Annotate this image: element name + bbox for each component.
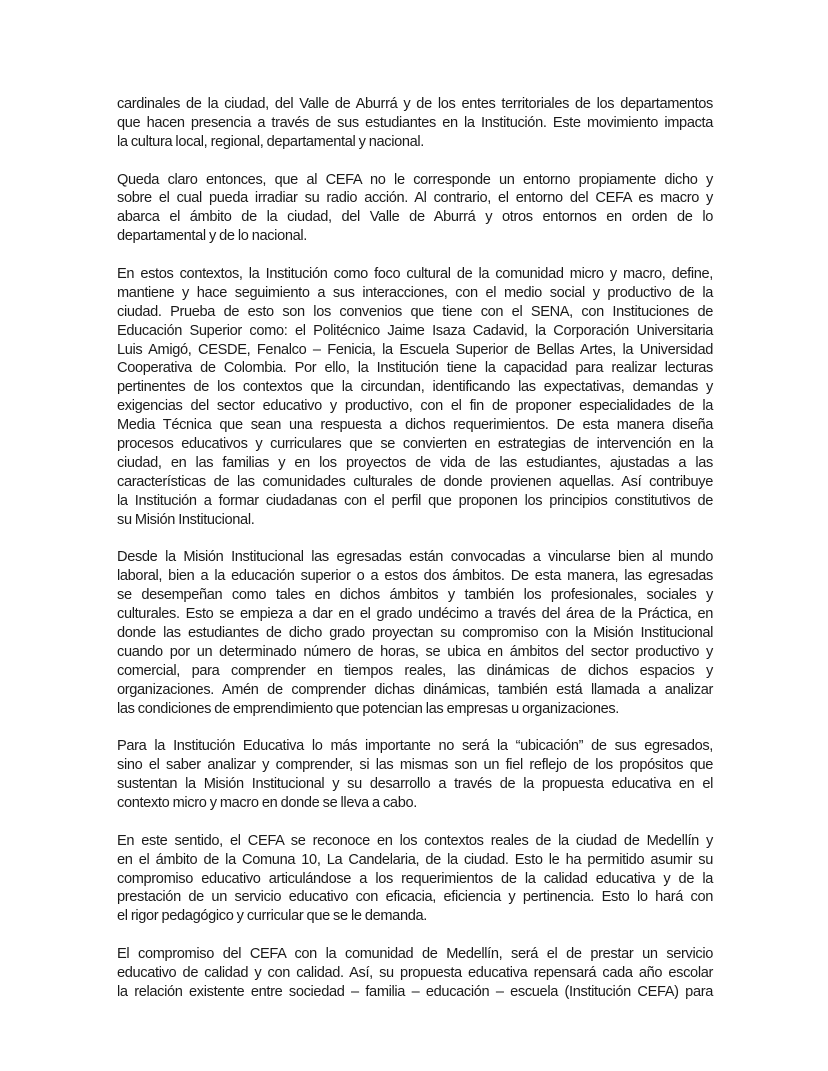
text-line: cardinales de la ciudad, del Valle de Aburrá y de los entes territoriales de los departamentos [117, 96, 713, 112]
text-line: prestación de un servicio educativo con eficacia, eficiencia y pertinencia. Esto lo hará con [117, 889, 713, 906]
text-line: laboral, bien a la educación superior o a estos dos ámbitos. De esta manera, las egresadas [117, 568, 713, 585]
text-line: sobre el cual pueda irradiar su radio acción. Al contrario, el entorno del CEFA es macro y [117, 190, 713, 207]
text-line: sustentan la Misión Institucional y su desarrollo a través de la propuesta educativa en el [117, 776, 713, 793]
text-line: contexto micro y macro en donde se lleva a cabo. [117, 794, 417, 811]
text-line: Queda claro entonces, que al CEFA no le corresponde un entorno propiamente dicho y [117, 171, 713, 188]
text-line: ciudad. Prueba de esto son los convenios que tiene con el SENA, con Instituciones de [117, 303, 713, 320]
text-line: cuando por un determinado número de horas, se ubica en ámbitos del sector productivo y [117, 643, 713, 660]
text-line: Cooperativa de Colombia. Por ello, la Institución tiene la capacidad para realizar lecturas [117, 360, 713, 377]
text-line: la relación existente entre sociedad – familia – educación – escuela (Institución CEFA) para [117, 983, 713, 1000]
text-line: características de las comunidades culturales de donde provienen aquellas. Así contribuye [117, 473, 713, 490]
text-line: sino el saber analizar y comprender, si las mismas son un fiel reflejo de los propósitos que [117, 757, 713, 774]
text-line: Educación Superior como: el Politécnico Jaime Isaza Cadavid, la Corporación Universitaria [117, 322, 713, 339]
text-line: la cultura local, regional, departamental y nacional. [117, 133, 425, 150]
text-line: Media Técnica que sean una respuesta a dichos requerimientos. De esta manera diseña [117, 417, 713, 434]
text-line: Desde la Misión Institucional las egresadas están convocadas a vincularse bien al mundo [117, 549, 713, 566]
paragraph [117, 737, 713, 813]
text-line: la Institución a formar ciudadanas con el perfil que proponen los principios constitutivos de [117, 492, 713, 509]
text-line: exigencias del sector educativo y productivo, con el fin de proponer especialidades de la [117, 398, 713, 415]
text-line: En estos contextos, la Institución como foco cultural de la comunidad micro y macro, define, [117, 266, 713, 283]
text-line: procesos educativos y curriculares que se convierten en estrategias de intervención en la [117, 436, 713, 453]
paragraph [117, 832, 713, 926]
paragraph [117, 95, 713, 152]
text-line: Para la Institución Educativa lo más importante no será la “ubicación” de sus egresados, [117, 738, 713, 755]
text-line: educativo de calidad y con calidad. Así, su propuesta educativa repensará cada año escolar [117, 964, 713, 981]
document-page [117, 95, 713, 1021]
text-line: organizaciones. Amén de comprender dichas dinámicas, también está llamada a analizar [117, 681, 713, 698]
text-line: abarca el ámbito de la ciudad, del Valle de Aburrá y otros entornos en orden de lo [117, 209, 713, 226]
text-line: culturales. Esto se empieza a dar en el grado undécimo a través del área de la Práctica, en [117, 606, 713, 623]
text-line: el rigor pedagógico y curricular que se le demanda. [117, 908, 427, 925]
paragraph [117, 171, 713, 247]
text-line: su Misión Institucional. [117, 511, 255, 528]
text-line: las condiciones de emprendimiento que potencian las empresas u organizaciones. [117, 700, 620, 717]
text-line: que hacen presencia a través de sus estudiantes en la Institución. Este movimiento impacta [117, 114, 713, 131]
text-line: ciudad, en las familias y en los proyectos de vida de las estudiantes, ajustadas a las [117, 454, 713, 471]
text-line: pertinentes de los contextos que la circundan, identificando las expectativas, demandas y [117, 379, 713, 396]
text-line: mantiene y hace seguimiento a sus interacciones, con el medio social y productivo de la [117, 284, 713, 301]
text-line: Luis Amigó, CESDE, Fenalco – Fenicia, la Escuela Superior de Bellas Artes, la Universidad [117, 341, 713, 358]
text-line: comercial, para comprender en tiempos reales, las dinámicas de dichos espacios y [117, 662, 713, 679]
text-line: se desempeñan como tales en dichos ámbitos y también los profesionales, sociales y [117, 587, 713, 604]
text-line: compromiso educativo articulándose a los requerimientos de la calidad educativa y de la [117, 870, 713, 887]
text-line: donde las estudiantes de dicho grado proyectan su compromiso con la Misión Institucional [117, 624, 713, 641]
paragraph [117, 265, 713, 529]
paragraph [117, 945, 713, 1002]
text-line: El compromiso del CEFA con la comunidad de Medellín, será el de prestar un servicio [117, 946, 713, 963]
paragraph [117, 548, 713, 718]
text-line: En este sentido, el CEFA se reconoce en los contextos reales de la ciudad de Medellín y [117, 832, 713, 849]
text-line: departamental y de lo nacional. [117, 228, 307, 245]
text-line: en el ámbito de la Comuna 10, La Candelaria, de la ciudad. Esto le ha permitido asumir su [117, 851, 713, 868]
